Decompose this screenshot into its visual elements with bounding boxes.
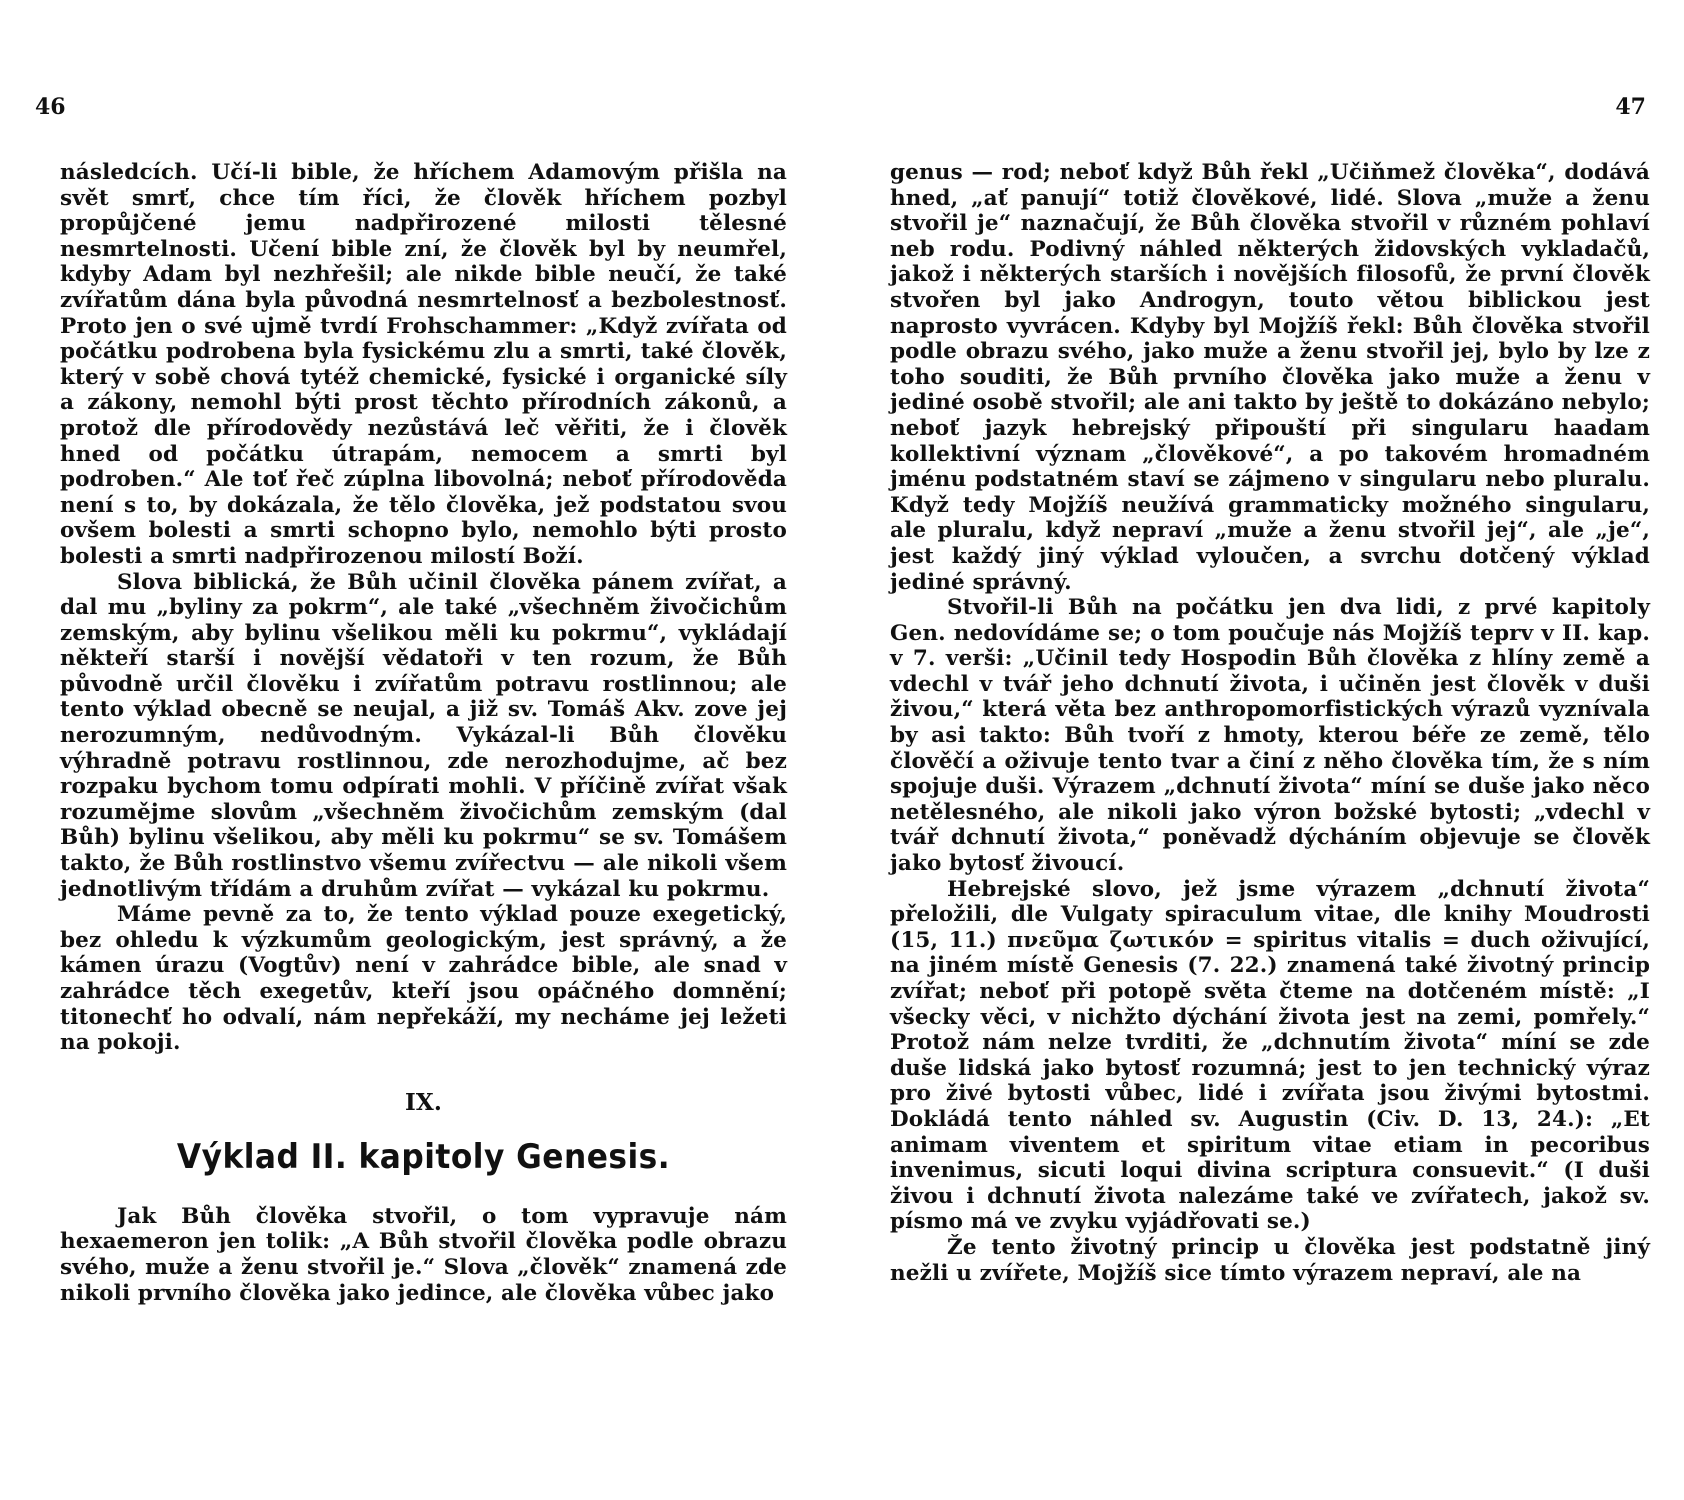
page-number-right: 47: [1615, 94, 1646, 120]
paragraph: Že tento životný princip u člověka jest podstatně jiný nežli u zvířete, Mojžíš sice tímto výrazem nepraví, ale na: [890, 1234, 1650, 1286]
page-number-left: 46: [35, 94, 66, 120]
chapter-number: IX.: [404, 1088, 443, 1116]
right-page-text: [890, 160, 1650, 1286]
right-page: [842, 0, 1684, 1500]
chapter-title: Výklad II. kapitoly Genesis.: [176, 1136, 671, 1177]
paragraph: Jak Bůh člověka stvořil, o tom vypravuje nám hexaemeron jen tolik: „A Bůh stvořil člověka podle obrazu svého, muže a ženu stvořil je.“ Slova „člověk“ znamená zde nikoli prvního člověka jako jedince, ale člověka vůbec jako: [60, 1203, 787, 1306]
paragraph: Máme pevně za to, že tento výklad pouze exegetický, bez ohledu k výzkumům geologickým, jest správný, a že kámen úrazu (Vogtův) není v zahrádce bible, ale snad v zahrádce těch exegetův, kteří jsou opáčného domnění; titonechť ho odvalí, nám nepřekáží, my necháme jej ležeti na pokoji.: [60, 902, 787, 1056]
left-page-text: [60, 160, 787, 1306]
paragraph: Slova biblická, že Bůh učinil člověka pánem zvířat, a dal mu „byliny za pokrm“, ale také „všechněm živočichům zemským, aby bylinu všelikou měli ku pokrmu“, vykládají někteří starší i novější vědatoři v ten rozum, že Bůh původně určil člověku i zvířatům potravu rostlinnou; ale tento výklad obecně se neujal, a již sv. Tomáš Akv. zove jej nerozumným, nedůvodným. Vykázal-li Bůh člověku výhradně potravu rostlinnou, zde nerozhodujme, ač bez rozpaku bychom tomu odpírati mohli. V příčině zvířat však rozumějme slovům „všechněm živočichům zemským (dal Bůh) bylinu všelikou, aby měli ku pokrmu“ se sv. Tomášem takto, že Bůh rostlinstvo všemu zvířectvu — ale nikoli všem jednotlivým třídám a druhům zvířat — vykázal ku pokrmu.: [60, 569, 787, 902]
paragraph: genus — rod; neboť když Bůh řekl „Učiňmež člověka“, dodává hned, „ať panují“ totiž člověkové, lidé. Slova „muže a ženu stvořil je“ naznačují, že Bůh člověka stvořil v různém pohlaví neb rodu. Podivný náhled některých židovských vykladačů, jakož i některých starších i novějších filosofů, že první člověk stvořen byl jako Androgyn, touto větou biblickou jest naprosto vyvrácen. Kdyby byl Mojžíš řekl: Bůh člověka stvořil podle obrazu svého, jako muže a ženu stvořil jej, bylo by lze z toho souditi, že Bůh prvního člověka jako muže a ženu v jediné osobě stvořil; ale ani takto by ještě to dokázáno nebylo; neboť jazyk hebrejský připouští při singularu haadam kollektivní význam „člověkové“, a po takovém hromadném jménu podstatném staví se zájmeno v singularu nebo pluralu. Když tedy Mojžíš neužívá grammaticky možného singularu, ale pluralu, když nepraví „muže a ženu stvořil jej“, ale „je“, jest každý jiný výklad vyloučen, a svrchu dotčený výklad jediné správný.: [890, 160, 1650, 595]
paragraph: následcích. Učí-li bible, že hříchem Adamovým přišla na svět smrť, chce tím říci, že člověk hříchem pozbyl propůjčené jemu nadpřirozené milosti tělesné nesmrtelnosti. Učení bible zní, že člověk byl by neumřel, kdyby Adam byl nezhřešil; ale nikde bible neučí, že také zvířatům dána byla původná nesmrtelnosť a bezbolestnosť. Proto jen o své ujmě tvrdí Frohschammer: „Když zvířata od počátku podrobena byla fysickému zlu a smrti, také člověk, který v sobě chová tytéž chemické, fysické i organické síly a zákony, nemohl býti prost těchto přírodních zákonů, a protož dle přírodovědy nezůstává leč věřiti, že i člověk hned od počátku útrapám, nemocem a smrti byl podroben.“ Ale toť řeč zúplna libovolná; neboť přírodověda není s to, by dokázala, že tělo člověka, jež podstatou svou ovšem bolesti a smrti schopno bylo, nemohlo býti prosto bolesti a smrti nadpřirozenou milostí Boží.: [60, 160, 787, 569]
paragraph: Hebrejské slovo, jež jsme výrazem „dchnutí života“ přeložili, dle Vulgaty spiraculum vitae, dle knihy Moudrosti (15, 11.) πνεῦμα ζωτικόν = spiritus vitalis = duch oživující, na jiném místě Genesis (7. 22.) znamená také životný princip zvířat; neboť při potopě světa čteme na dotčeném místě: „I všecky věci, v nichžto dýchání života jest na zemi, pomřely.“ Protož nám nelze tvrditi, že „dchnutím života“ míní se zde duše lidská jako bytosť rozumná; jest to jen technický výraz pro živé bytosti vůbec, lidé i zvířata jsou živými bytostmi. Dokládá tento náhled sv. Augustin (Civ. D. 13, 24.): „Et animam viventem et spiritum vitae etiam in pecoribus invenimus, sicuti loqui divina scriptura consuevit.“ (I duši živou i dchnutí života nalezáme také ve zvířatech, jakož sv. písmo má ve zvyku vyjádřovati se.): [890, 876, 1650, 1235]
paragraph: Stvořil-li Bůh na počátku jen dva lidi, z prvé kapitoly Gen. nedovídáme se; o tom poučuje nás Mojžíš teprv v II. kap. v 7. verši: „Učinil tedy Hospodin Bůh člověka z hlíny země a vdechl v tvář jeho dchnutí života, i učiněn jest člověk v duši živou,“ která věta bez anthropomorfistických výrazů vyznívala by asi takto: Bůh tvoří z hmoty, kterou béře ze země, tělo člověčí a oživuje tento tvar a činí z něho člověka tím, že s ním spojuje duši. Výrazem „dchnutí života“ míní se duše jako něco netělesného, ale nikoli jako výron božské bytosti; „vdechl v tvář dchnutí života,“ poněvadž dýcháním objevuje se člověk jako bytosť živoucí.: [890, 595, 1650, 877]
